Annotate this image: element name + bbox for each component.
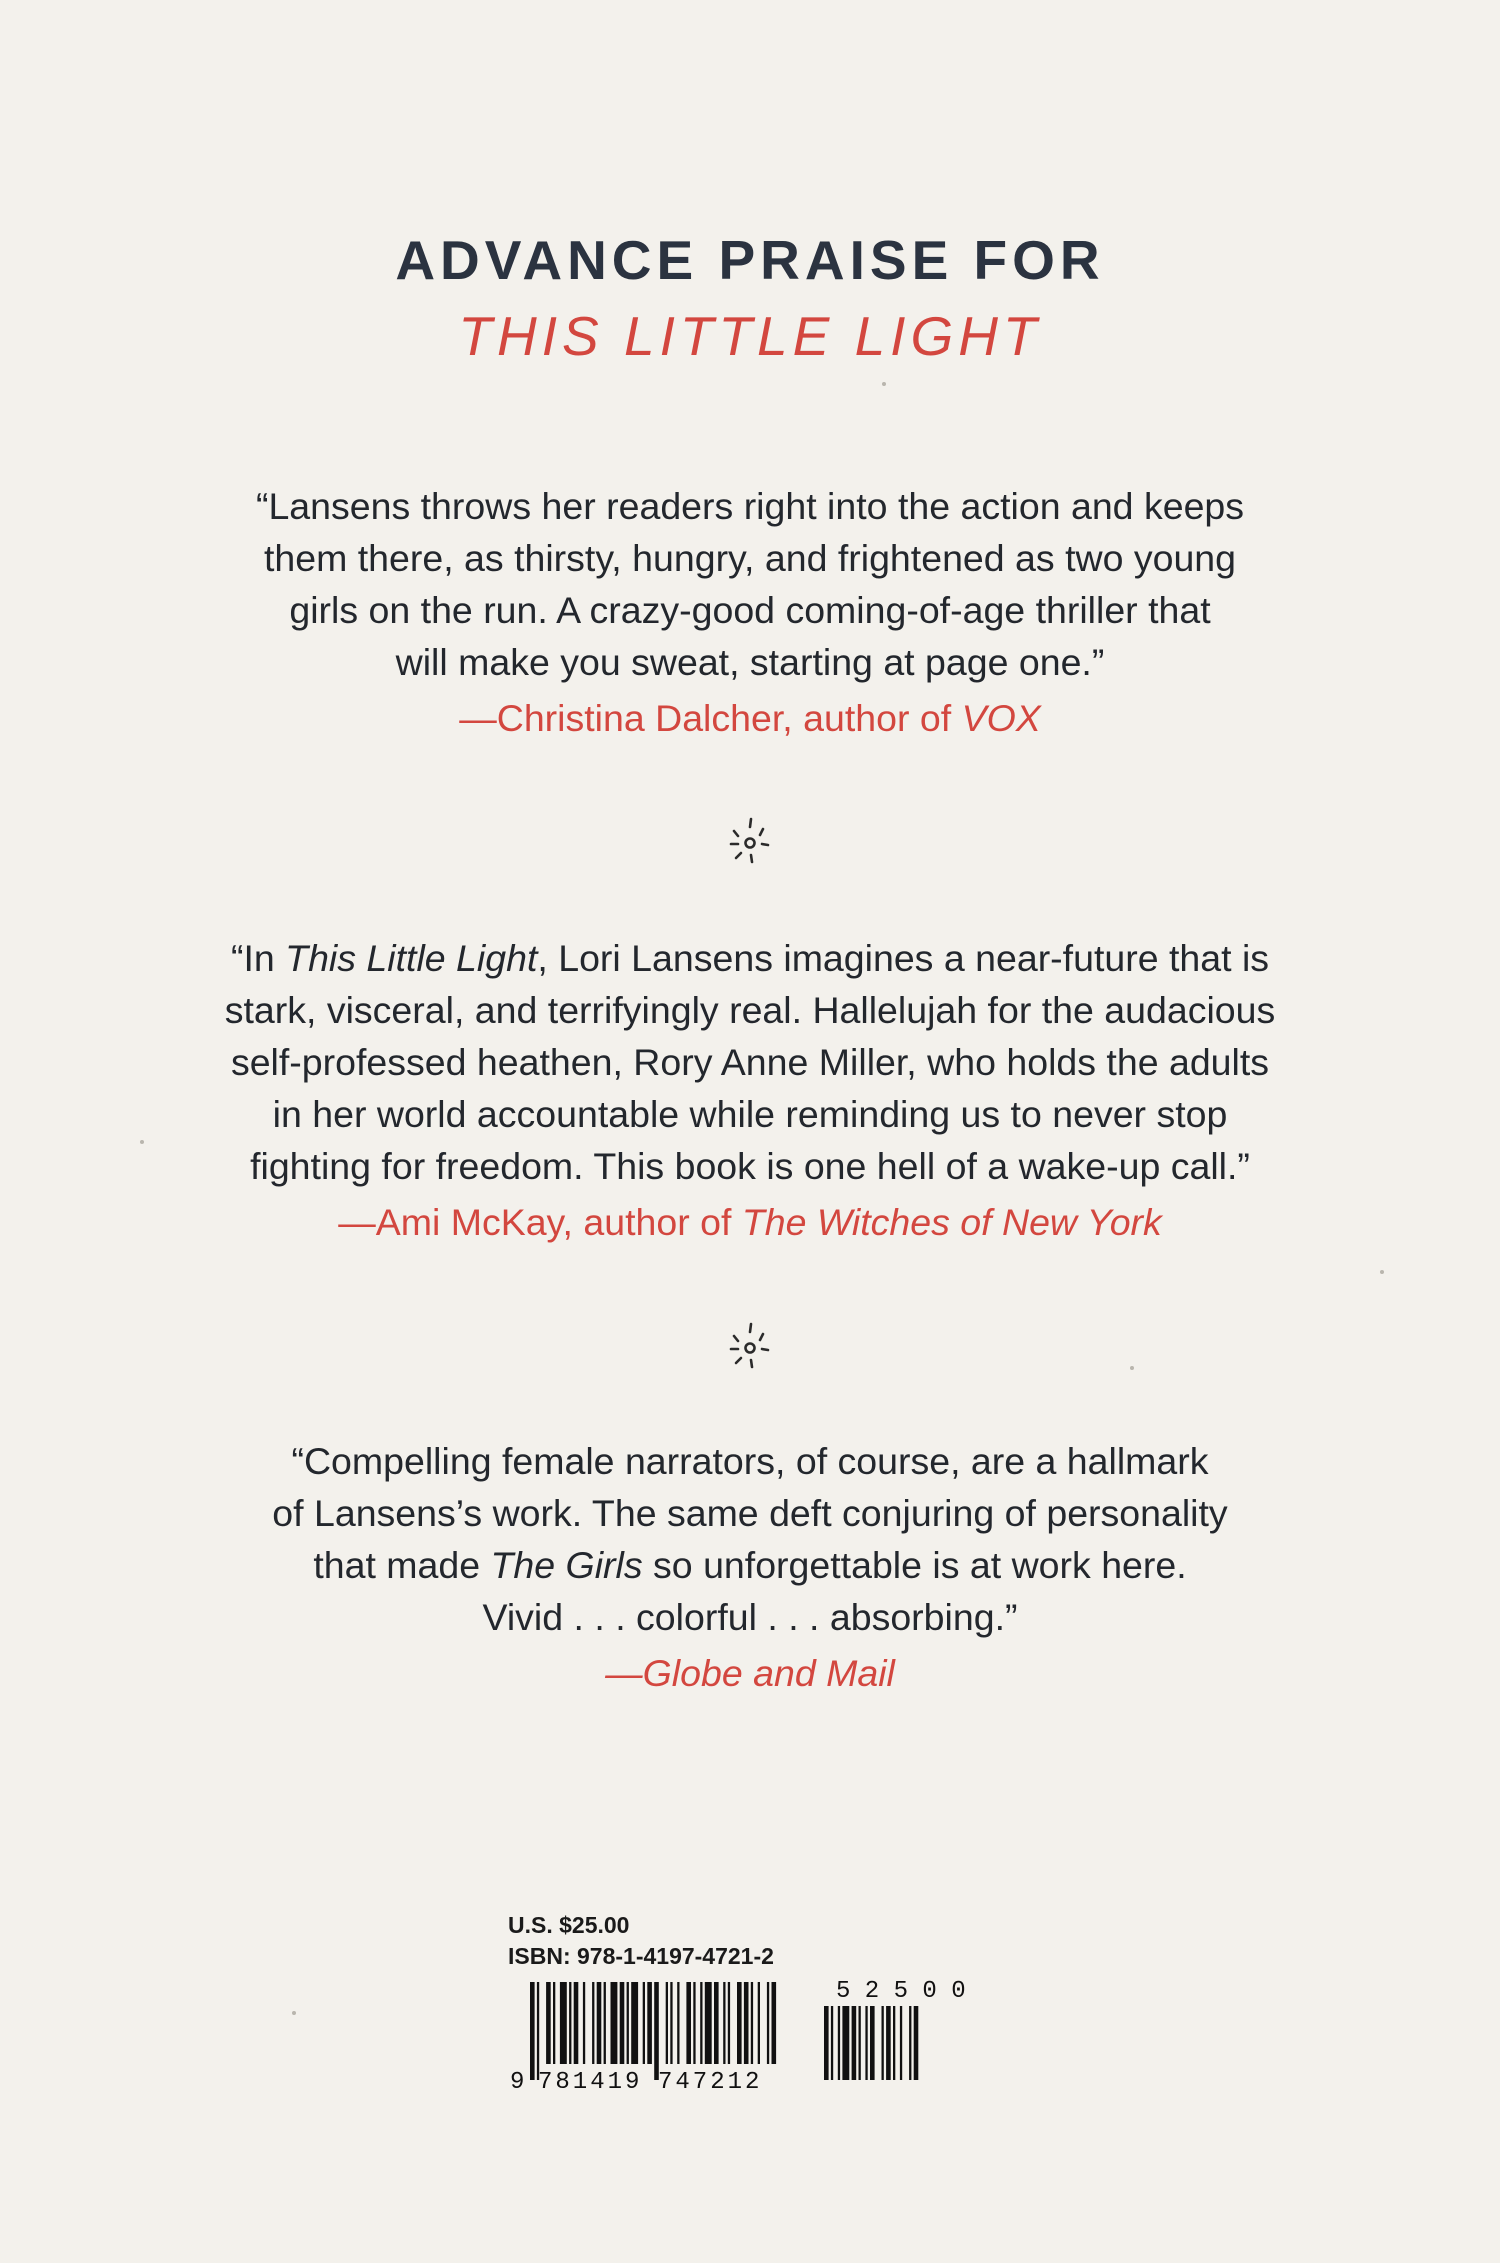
- attribution-text: —Christina Dalcher, author of: [459, 697, 962, 739]
- barcode-bar: [700, 1982, 702, 2064]
- barcode-bar: [647, 1982, 652, 2064]
- blurb-1-line: them there, as thirsty, hungry, and frightened as two young: [263, 537, 1237, 579]
- barcode-bar: [723, 1982, 725, 2064]
- addon-bar: [842, 2006, 849, 2080]
- blurb-3-title: The Girls: [490, 1544, 643, 1586]
- paper-speck: [292, 2011, 296, 2015]
- addon-bar: [886, 2006, 891, 2080]
- attribution-title: The Witches of New York: [741, 1201, 1162, 1243]
- blurb-1-attribution: [120, 688, 1380, 748]
- blurb-2-pre: “In: [230, 937, 286, 979]
- barcode-block: [508, 1910, 968, 2100]
- barcode-bar: [693, 1982, 695, 2064]
- isbn-barcode: [508, 1976, 968, 2096]
- blurb-1-line: will make you sweat, starting at page one.”: [395, 641, 1105, 683]
- blurb-2-line: in her world accountable while reminding us to never stop: [272, 1093, 1228, 1135]
- blurb-1-line: “Lansens throws her readers right into the action and keeps: [255, 485, 1245, 527]
- addon-bar: [914, 2006, 919, 2080]
- barcode-bar: [597, 1982, 602, 2064]
- book-title: THIS LITTLE LIGHT: [458, 305, 1042, 367]
- paper-speck: [1130, 1366, 1134, 1370]
- addon-bar: [909, 2006, 911, 2080]
- blurb-2-attribution: [120, 1192, 1380, 1252]
- barcode-bar: [714, 1982, 719, 2064]
- barcode-bar: [772, 1982, 777, 2064]
- addon-bar: [831, 2006, 833, 2080]
- addon-bar: [893, 2006, 895, 2080]
- barcode-bar: [611, 1982, 618, 2064]
- blurb-3-attribution: [120, 1643, 1380, 1703]
- barcode-bar: [553, 1982, 555, 2064]
- barcode-digits-right: 747212: [658, 2069, 763, 2096]
- blurb-3-post: so unforgettable is at work here.: [642, 1544, 1187, 1586]
- barcode-bar: [604, 1982, 606, 2064]
- barcode-bar: [767, 1982, 769, 2064]
- barcode-bar: [583, 1982, 585, 2064]
- blurb-2-line: self-professed heathen, Rory Anne Miller, who holds the adults: [230, 1041, 1270, 1083]
- blurb-3-line: Vivid . . . colorful . . . absorbing.”: [482, 1596, 1018, 1638]
- barcode-bar: [758, 1982, 760, 2064]
- barcode-bar: [670, 1982, 672, 2064]
- barcode-bar: [643, 1982, 645, 2064]
- barcode-digits-left: 781419: [538, 2069, 643, 2096]
- paper-speck: [1380, 1270, 1384, 1274]
- blurb-3-line: of Lansens’s work. The same deft conjuring of personality: [272, 1492, 1228, 1534]
- attribution-title: VOX: [961, 697, 1041, 739]
- addon-bar: [865, 2006, 867, 2080]
- blurb-2-line: fighting for freedom. This book is one hell of a wake-up call.”: [250, 1145, 1250, 1187]
- barcode-bar: [546, 1982, 551, 2064]
- addon-bar: [824, 2006, 829, 2080]
- barcode-bar: [537, 1982, 539, 2080]
- heading-line-1: ADVANCE PRAISE FOR: [395, 229, 1105, 291]
- barcode-bar: [569, 1982, 571, 2064]
- barcode-bar: [592, 1982, 594, 2064]
- blurb-1-line: girls on the run. A crazy-good coming-of-age thriller that: [289, 589, 1211, 631]
- barcode-bar: [737, 1982, 742, 2064]
- barcode-bar: [620, 1982, 625, 2064]
- addon-bar: [882, 2006, 884, 2080]
- blurb-3-line: “Compelling female narrators, of course, are a hallmark: [291, 1440, 1209, 1482]
- addon-bar: [852, 2006, 857, 2080]
- barcode-bar: [705, 1982, 712, 2064]
- barcode-bar: [686, 1982, 691, 2064]
- paper-speck: [140, 1140, 144, 1144]
- price-label: U.S. $25.00: [508, 1912, 630, 1938]
- paper-speck: [882, 382, 886, 386]
- blurb-2-line: stark, visceral, and terrifyingly real. Hallelujah for the audacious: [224, 989, 1276, 1031]
- blurb-2-title: This Little Light: [285, 937, 538, 979]
- barcode-digit-first: 9: [510, 2069, 525, 2096]
- addon-bar: [859, 2006, 861, 2080]
- sun-ornament-icon: [705, 1310, 795, 1380]
- blurb-2-post: , Lori Lansens imagines a near-future that is: [537, 937, 1270, 979]
- praise-heading: [0, 222, 1500, 374]
- blurb-3-pre: that made: [313, 1544, 491, 1586]
- addon-bar: [870, 2006, 875, 2080]
- barcode-bar: [666, 1982, 668, 2064]
- sun-ornament-icon: [705, 805, 795, 875]
- isbn-label: ISBN: 978-1-4197-4721-2: [508, 1943, 774, 1969]
- attribution-source: —Globe and Mail: [605, 1652, 895, 1694]
- barcode-bar: [654, 1982, 659, 2080]
- blurb-2: [120, 932, 1380, 1252]
- blurb-1: [120, 480, 1380, 748]
- barcode-bar: [751, 1982, 753, 2064]
- barcode-bar: [744, 1982, 749, 2064]
- barcode-bar: [631, 1982, 638, 2064]
- barcode-bar: [574, 1982, 579, 2064]
- blurb-2-line: [120, 932, 1380, 984]
- barcode-bar: [728, 1982, 730, 2064]
- barcode-bar: [530, 1982, 535, 2080]
- barcode-bar: [627, 1982, 629, 2064]
- barcode-bar: [560, 1982, 567, 2064]
- barcode-bar: [677, 1982, 679, 2064]
- addon-bar: [900, 2006, 902, 2080]
- attribution-text: —Ami McKay, author of: [338, 1201, 742, 1243]
- barcode-price-code: 5 2 5 0 0: [836, 1978, 966, 2005]
- blurb-3: [120, 1435, 1380, 1703]
- blurb-3-line: [120, 1539, 1380, 1591]
- addon-bar: [838, 2006, 840, 2080]
